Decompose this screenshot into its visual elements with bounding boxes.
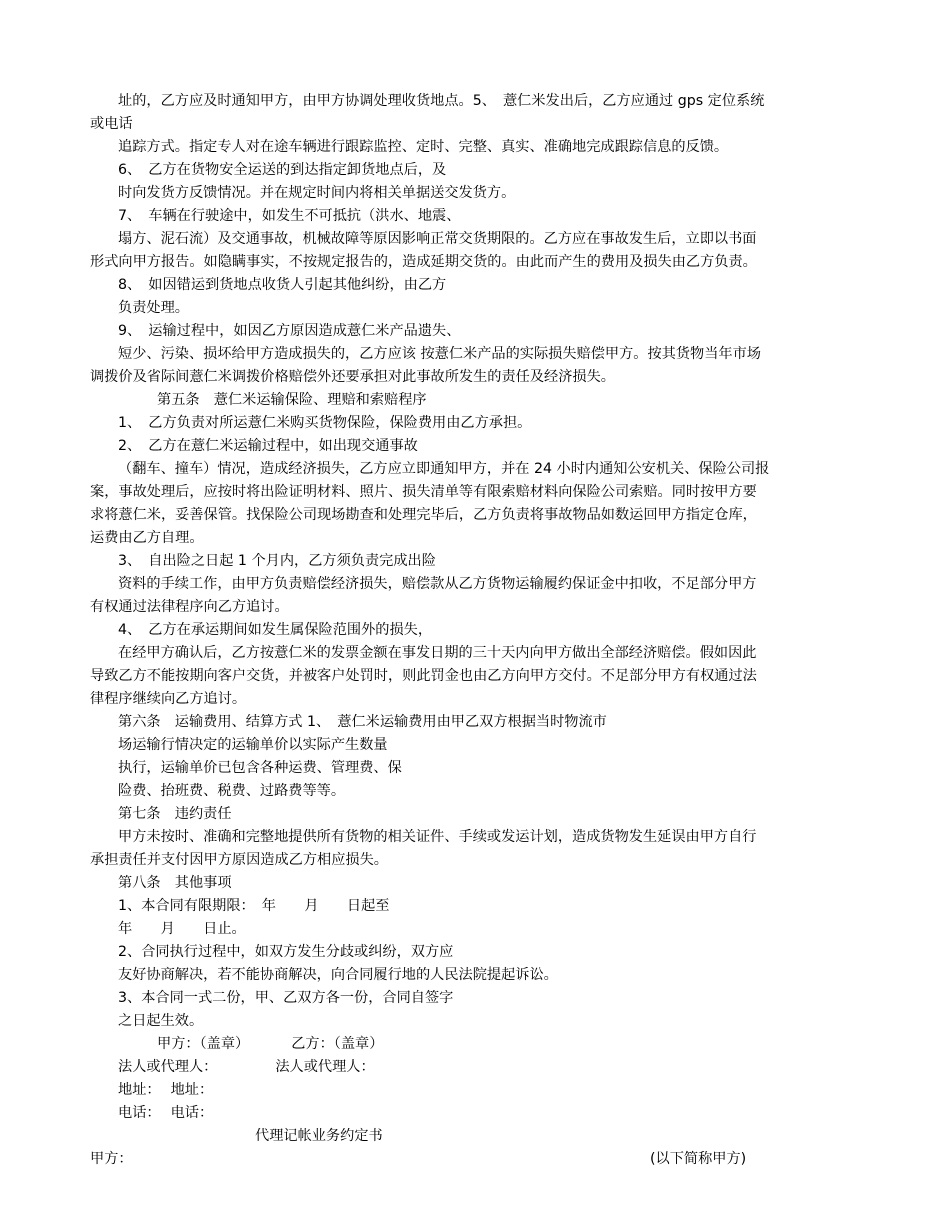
party-a-phone: 电话：	[118, 1105, 161, 1121]
paragraph-line: 或电话	[90, 116, 133, 132]
paragraph-line: 8、 如因错运到货地点收货人引起其他纠纷，由乙方	[118, 277, 447, 293]
paragraph-line: 甲方未按时、准确和完整地提供所有货物的相关证件、手续或发运计划，造成货物发生延误由甲方自行	[118, 829, 757, 845]
next-document-party-a-label: 甲方：	[90, 1151, 133, 1167]
paragraph-line: 场运输行情决定的运输单价以实际产生数量	[118, 737, 388, 753]
party-a-address: 地址：	[118, 1082, 161, 1098]
paragraph-line: 友好协商解决，若不能协商解决，向合同履行地的人民法院提起诉讼。	[118, 967, 558, 983]
paragraph-line: 3、 自出险之日起 1 个月内，乙方须负责完成出险	[118, 553, 436, 569]
paragraph-line: 有权通过法律程序向乙方追讨。	[90, 599, 289, 615]
paragraph-line: 追踪方式。指定专人对在途车辆进行跟踪监控、定时、完整、真实、准确地完成跟踪信息的反馈。	[118, 139, 729, 155]
paragraph-line: 4、 乙方在承运期间如发生属保险范围外的损失，	[118, 622, 433, 638]
paragraph-line: 调拨价及省际间薏仁米调拨价格赔偿外还要承担对此事故所发生的责任及经济损失。	[90, 369, 615, 385]
paragraph-line: 6、 乙方在货物安全运送的到达指定卸货地点后，及	[118, 162, 447, 178]
paragraph-line: 址的，乙方应及时通知甲方，由甲方协调处理收货地点。5、 薏仁米发出后，乙方应通过 gps 定位系统	[118, 93, 765, 109]
party-b-address: 地址：	[170, 1082, 214, 1098]
paragraph-line: 2、合同执行过程中，如双方发生分歧或纠纷，双方应	[118, 944, 454, 960]
paragraph-line: 2、 乙方在薏仁米运输过程中，如出现交通事故	[118, 438, 418, 454]
paragraph-line: 3、本合同一式二份，甲、乙双方各一份，合同自签字	[118, 990, 454, 1006]
paragraph-line: 形式向甲方报告。如隐瞒事实，不按规定报告的，造成延期交货的。由此而产生的费用及损失由乙方负责。	[90, 254, 757, 270]
paragraph-line: 之日起生效。	[118, 1013, 204, 1029]
next-document-party-a-note: (以下简称甲方)	[650, 1151, 747, 1167]
paragraph-line: 执行，运输单价已包含各种运费、管理费、保	[118, 760, 402, 776]
party-a-representative: 法人或代理人：	[118, 1059, 218, 1075]
paragraph-line: 1、 乙方负责对所运薏仁米购买货物保险，保险费用由乙方承担。	[118, 415, 532, 431]
paragraph-line: 9、 运输过程中，如因乙方原因造成薏仁米产品遗失、	[118, 323, 461, 339]
paragraph-line: 运费由乙方自理。	[90, 530, 204, 546]
party-b-representative: 法人或代理人：	[275, 1059, 375, 1075]
paragraph-line: 时向发货方反馈情况。并在规定时间内将相关单据送交发货方。	[118, 185, 516, 201]
paragraph-line: 案，事故处理后，应按时将出险证明材料、照片、损失清单等有限索赔材料向保险公司索赔。同时按甲方要	[90, 484, 757, 500]
paragraph-line: 律程序继续向乙方追讨。	[90, 691, 247, 707]
signature-row-phone	[118, 1102, 893, 1125]
paragraph-line: 资料的手续工作，由甲方负责赔偿经济损失，赔偿款从乙方货物运输履约保证金中扣收，不足部分甲方	[118, 576, 757, 592]
section-heading: 第八条 其他事项	[118, 875, 232, 891]
paragraph-line: 负责处理。	[118, 300, 189, 316]
paragraph-line: 7、 车辆在行驶途中，如发生不可抵抗（洪水、地震、	[118, 208, 461, 224]
paragraph-line: 年 月 日止。	[118, 921, 246, 937]
party-b-seal: 乙方：（盖章）	[291, 1036, 384, 1052]
paragraph-line: 短少、污染、损坏给甲方造成损失的，乙方应该 按薏仁米产品的实际损失赔偿甲方。按其货物当年市场	[118, 346, 761, 362]
signature-row-seal	[157, 1033, 932, 1056]
section-heading: 第五条 薏仁米运输保险、理赔和索赔程序	[157, 392, 427, 408]
paragraph-line: 险费、抬班费、税费、过路费等等。	[118, 783, 346, 799]
section-heading: 第七条 违约责任	[118, 806, 232, 822]
paragraph-line: 导致乙方不能按期向客户交货，并被客户处罚时，则此罚金也由乙方向甲方交付。不足部分甲方有权通过法	[90, 668, 757, 684]
signature-row-address	[118, 1079, 893, 1102]
party-a-seal: 甲方：（盖章）	[157, 1036, 250, 1052]
paragraph-line: 承担责任并支付因甲方原因造成乙方相应损失。	[90, 852, 388, 868]
paragraph-line: 求将薏仁米，妥善保管。找保险公司现场勘查和处理完毕后，乙方负责将事故物品如数运回甲方指定仓库，	[90, 507, 757, 523]
paragraph-line: 塌方、泥石流）及交通事故，机械故障等原因影响正常交货期限的。乙方应在事故发生后，立即以书面	[118, 231, 757, 247]
next-document-title: 代理记帐业务约定书	[255, 1128, 383, 1144]
paragraph-line: 1、本合同有限期限： 年 月 日起至	[118, 898, 390, 914]
signature-row-representative	[118, 1056, 893, 1079]
paragraph-line: 在经甲方确认后，乙方按薏仁米的发票金额在事发日期的三十天内向甲方做出全部经济赔偿。假如因此	[118, 645, 757, 661]
paragraph-line: （翻车、撞车）情况，造成经济损失，乙方应立即通知甲方，并在 24 小时内通知公安机关、保险公司报	[118, 461, 770, 477]
party-b-phone: 电话：	[170, 1105, 214, 1121]
section-heading: 第六条 运输费用、结算方式 1、 薏仁米运输费用由甲乙双方根据当时物流市	[118, 714, 607, 730]
